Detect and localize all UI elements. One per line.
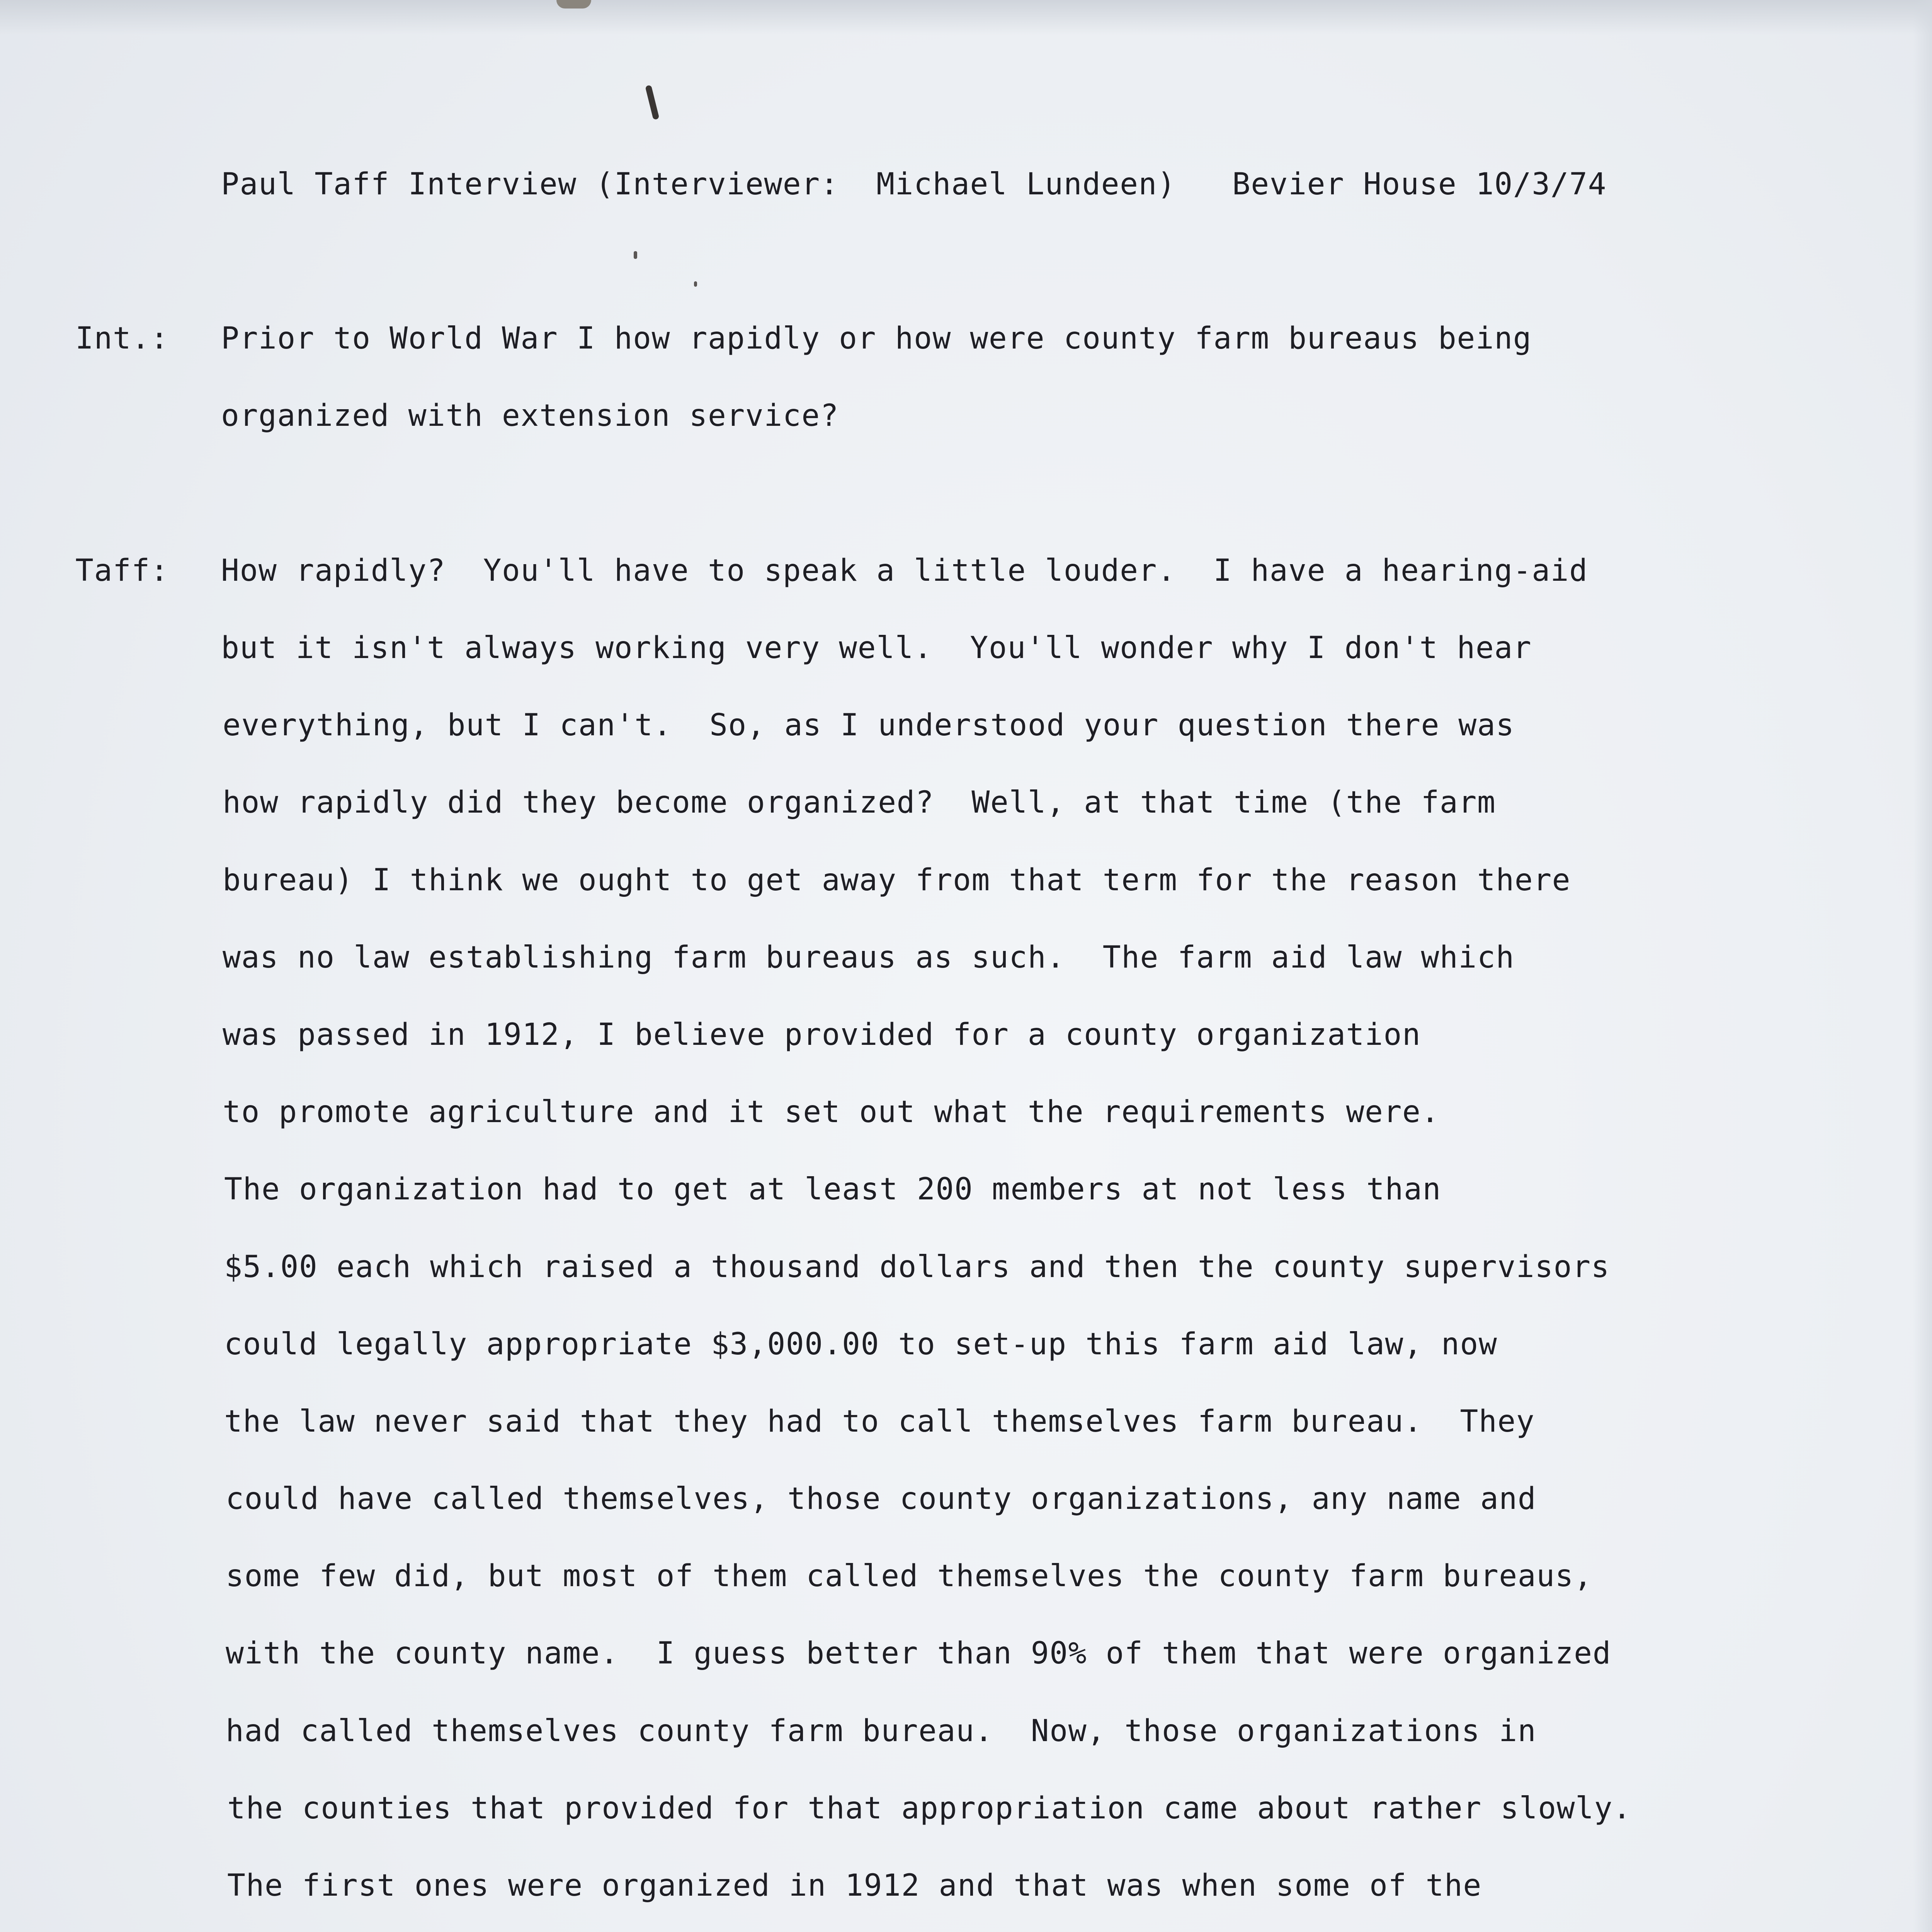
ink-mark [645,85,659,120]
answer-line: the counties that provided for that appropriation came about rather slowly. [227,1791,1632,1826]
answer-line: some few did, but most of them called themselves the county farm bureaus, [226,1559,1593,1594]
answer-line: was no law establishing farm bureaus as such. The farm aid law which [223,940,1515,975]
answer-line: could have called themselves, those county organizations, any name and [226,1481,1537,1516]
answer-line: The first ones were organized in 1912 and that was when some of the [227,1868,1482,1903]
page-header: Paul Taff Interview (Interviewer: Michael Lundeen) Bevier House 10/3/74 [221,167,1607,202]
answer-line: could legally appropriate $3,000.00 to set-up this farm aid law, now [224,1327,1498,1362]
page-top-shadow [0,0,1932,35]
answer-line: The organization had to get at least 200 members at not less than [224,1172,1441,1207]
answer-line: how rapidly did they become organized? Well, at that time (the farm [223,785,1496,820]
answer-line: the law never said that they had to call themselves farm bureau. They [224,1404,1535,1439]
answer-line: was passed in 1912, I believe provided for a county organization [223,1017,1421,1052]
answer-line: had called themselves county farm bureau. Now, those organizations in [226,1714,1537,1748]
answer-line: but it isn't always working very well. You'll wonder why I don't hear [221,631,1532,665]
answer-line: with the county name. I guess better than 90% of them that were organized [226,1636,1612,1671]
ink-speck [634,251,637,259]
answer-line: How rapidly? You'll have to speak a little louder. I have a hearing-aid [221,553,1588,588]
speaker-label-interviewer: Int.: [75,321,169,356]
question-line: Prior to World War I how rapidly or how were county farm bureaus being [221,321,1532,356]
ink-speck [694,281,697,287]
answer-line: everything, but I can't. So, as I understood your question there was [223,708,1515,743]
speaker-label-taff: Taff: [75,553,169,588]
answer-line: $5.00 each which raised a thousand dollars and then the county supervisors [224,1250,1610,1284]
question-line: organized with extension service? [221,398,839,433]
top-edge-stain [556,0,591,9]
page-right-shadow [1913,0,1932,1932]
answer-line: bureau) I think we ought to get away from that term for the reason there [223,863,1571,898]
answer-line: to promote agriculture and it set out what the requirements were. [223,1095,1440,1129]
